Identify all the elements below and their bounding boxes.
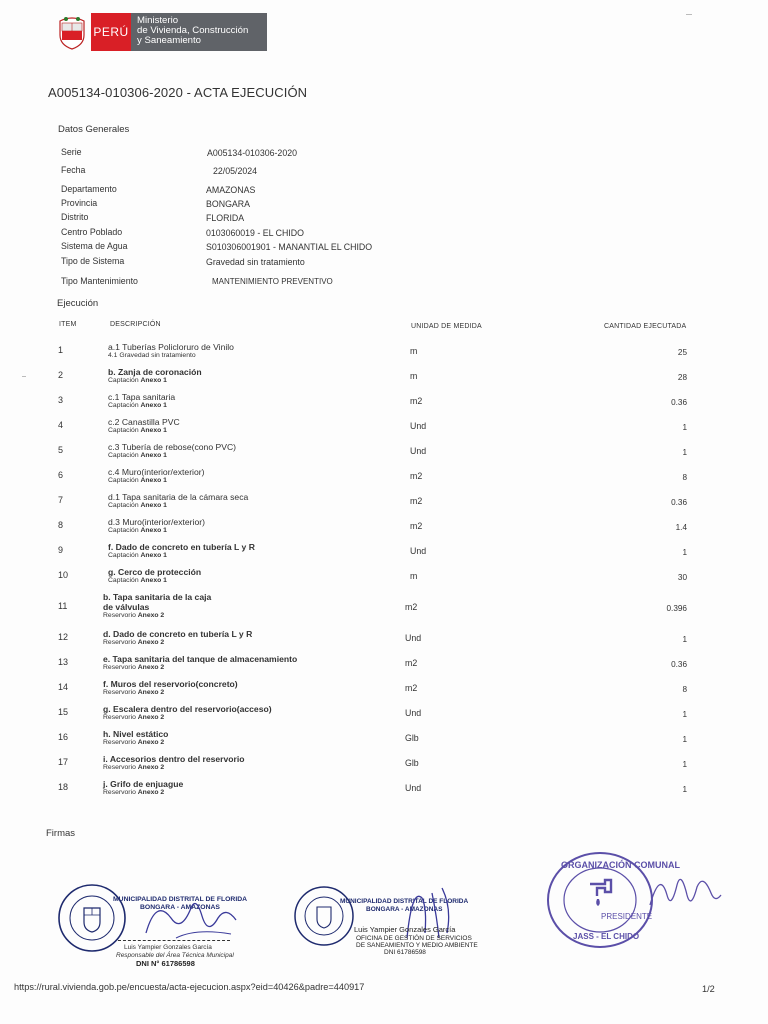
- table-cell-description-cont: de válvulas: [103, 602, 150, 612]
- municipal-seal-icon: [292, 884, 356, 948]
- table-cell-unit: Und: [405, 783, 422, 793]
- table-cell-location: [108, 377, 167, 385]
- peru-brand-label: PERÚ: [91, 13, 131, 51]
- scan-mark: [686, 14, 692, 15]
- table-cell-description: f. Muros del reservorio(concreto): [103, 679, 238, 689]
- table-cell-item: 18: [58, 782, 69, 792]
- ministry-brand-label: Ministerio de Vivienda, Construcción y Saneamiento: [131, 13, 267, 51]
- table-cell-unit: Und: [410, 421, 427, 431]
- location-prefix: Reservorio: [103, 664, 136, 671]
- table-cell-item: 15: [58, 707, 69, 717]
- table-cell-description: c.2 Canastilla PVC: [108, 417, 180, 427]
- table-cell-quantity: 1: [682, 423, 687, 432]
- table-cell-unit: Und: [405, 708, 422, 718]
- table-cell-description: c.3 Tubería de rebose(cono PVC): [108, 442, 237, 452]
- field-value-distrito: FLORIDA: [206, 213, 245, 223]
- table-cell-location: [103, 639, 164, 647]
- table-cell-description: j. Grifo de enjuague: [103, 779, 184, 789]
- table-cell-quantity: 1: [682, 735, 687, 744]
- location-anexo: Anexo 2: [137, 714, 165, 721]
- table-cell-location: [108, 502, 167, 510]
- table-cell-quantity: 0.36: [671, 398, 687, 407]
- column-header-descripcion: DESCRIPCIÓN: [110, 321, 161, 328]
- table-cell-item: 12: [58, 632, 69, 642]
- table-cell-quantity: 0.36: [671, 660, 687, 669]
- table-cell-quantity: 30: [677, 573, 687, 582]
- table-cell-item: 7: [58, 495, 64, 505]
- table-cell-description: f. Dado de concreto en tubería L y R: [108, 542, 255, 552]
- table-cell-unit: m2: [405, 683, 418, 693]
- table-cell-quantity: 0.36: [671, 498, 687, 507]
- footer-url: https://rural.vivienda.gob.pe/encuesta/acta-ejecucion.aspx?eid=40426&padre=440917: [14, 982, 365, 992]
- table-cell-item: 5: [58, 445, 64, 455]
- field-value-serie: A005134-010306-2020: [207, 148, 298, 158]
- table-cell-location: [108, 527, 167, 535]
- table-cell-location: [103, 664, 164, 672]
- location-prefix: 4.1 Gravedad sin tratamiento: [108, 352, 196, 359]
- signature-block-jass-president: ORGANIZACIÓN COMUNAL PRESIDENTE JASS - EL CHIDO: [545, 850, 725, 950]
- table-cell-item: 3: [58, 395, 64, 405]
- handwritten-signature: [136, 888, 246, 948]
- field-label-tipo-mantenimiento: Tipo Mantenimiento: [61, 276, 138, 286]
- table-cell-location: [103, 739, 164, 747]
- field-label-sistema-de-agua: Sistema de Agua: [61, 241, 128, 251]
- table-cell-item: 1: [58, 345, 64, 355]
- table-cell-quantity: 25: [677, 348, 687, 357]
- table-cell-unit: Glb: [405, 733, 419, 743]
- location-prefix: Captación: [108, 427, 139, 434]
- municipal-seal-icon: [56, 882, 128, 954]
- table-cell-item: 11: [58, 601, 68, 611]
- location-anexo: Anexo 2: [137, 639, 165, 646]
- table-cell-quantity: 28: [677, 373, 687, 382]
- table-cell-unit: Und: [405, 633, 422, 643]
- table-cell-description: g. Cerco de protección: [108, 567, 202, 577]
- table-cell-unit: Und: [410, 446, 427, 456]
- table-cell-item: 6: [58, 470, 64, 480]
- table-cell-location: [108, 477, 167, 485]
- document-title: A005134-010306-2020 - ACTA EJECUCIÓN: [48, 85, 308, 100]
- table-cell-unit: m2: [405, 602, 418, 612]
- location-anexo: Anexo 1: [140, 452, 167, 459]
- location-anexo: Anexo 1: [140, 427, 167, 434]
- table-cell-description: b. Tapa sanitaria de la caja: [103, 592, 212, 602]
- table-cell-description: a.1 Tuberías Policloruro de Vinilo: [108, 342, 234, 352]
- location-prefix: Reservorio: [103, 612, 136, 619]
- table-cell-quantity: 1: [682, 548, 687, 557]
- field-value-tipo-mantenimiento: MANTENIMIENTO PREVENTIVO: [212, 277, 333, 286]
- table-cell-location: [108, 452, 167, 460]
- handwritten-signature: [645, 865, 725, 920]
- table-cell-unit: m: [410, 371, 418, 381]
- location-prefix: Reservorio: [103, 714, 136, 721]
- field-value-tipo-de-sistema: Gravedad sin tratamiento: [206, 257, 305, 267]
- location-anexo: Anexo 1: [140, 552, 167, 559]
- table-cell-location: [108, 577, 167, 585]
- field-label-distrito: Distrito: [61, 212, 89, 222]
- scan-mark: [22, 376, 26, 377]
- firmas-heading: Firmas: [46, 828, 76, 839]
- location-anexo: Anexo 1: [140, 502, 167, 509]
- page-number: 1/2: [702, 984, 715, 994]
- field-label-fecha: Fecha: [61, 165, 86, 175]
- location-prefix: Captación: [108, 402, 139, 409]
- table-cell-quantity: 1: [682, 635, 687, 644]
- table-cell-description: d.1 Tapa sanitaria de la cámara seca: [108, 492, 249, 502]
- field-label-serie: Serie: [61, 147, 82, 157]
- location-prefix: Reservorio: [103, 789, 136, 796]
- table-cell-location: [103, 764, 164, 772]
- table-cell-description: i. Accesorios dentro del reservorio: [103, 754, 245, 764]
- table-cell-unit: m: [410, 571, 418, 581]
- table-cell-description: c.1 Tapa sanitaria: [108, 392, 176, 402]
- table-cell-item: 8: [58, 520, 64, 530]
- location-anexo: Anexo 2: [137, 764, 165, 771]
- table-cell-description: c.4 Muro(interior/exterior): [108, 467, 205, 477]
- table-cell-item: 13: [58, 657, 69, 667]
- table-cell-unit: m2: [410, 496, 423, 506]
- location-anexo: Anexo 1: [140, 477, 167, 484]
- table-cell-description: d. Dado de concreto en tubería L y R: [103, 629, 253, 639]
- table-cell-item: 4: [58, 420, 64, 430]
- table-cell-description: h. Nivel estático: [103, 729, 169, 739]
- table-cell-location: [103, 689, 164, 697]
- location-anexo: Anexo 1: [140, 577, 167, 584]
- location-anexo: Anexo 1: [140, 527, 167, 534]
- table-cell-description: d.3 Muro(interior/exterior): [108, 517, 205, 527]
- field-label-provincia: Provincia: [61, 198, 98, 208]
- table-cell-location: [108, 402, 167, 410]
- table-cell-location: [103, 612, 164, 620]
- location-anexo: Anexo 2: [137, 664, 165, 671]
- table-cell-item: 14: [58, 682, 69, 692]
- location-prefix: Reservorio: [103, 639, 136, 646]
- location-prefix: Reservorio: [103, 689, 136, 696]
- table-cell-description: b. Zanja de coronación: [108, 367, 202, 377]
- column-header-cantidad: CANTIDAD EJECUTADA: [604, 323, 687, 330]
- location-prefix: Reservorio: [103, 739, 136, 746]
- location-prefix: Captación: [108, 527, 139, 534]
- table-cell-location: [108, 552, 167, 560]
- location-prefix: Captación: [108, 477, 139, 484]
- table-cell-unit: Glb: [405, 758, 419, 768]
- column-header-item: ITEM: [59, 321, 77, 328]
- table-cell-quantity: 1: [682, 785, 687, 794]
- table-cell-quantity: 1: [682, 710, 687, 719]
- column-header-unidad: UNIDAD DE MEDIDA: [411, 323, 482, 330]
- table-cell-unit: m2: [410, 396, 423, 406]
- datos-generales-heading: Datos Generales: [58, 124, 130, 135]
- table-cell-unit: m2: [410, 521, 423, 531]
- location-anexo: Anexo 2: [137, 689, 165, 696]
- location-prefix: Reservorio: [103, 764, 136, 771]
- table-cell-unit: m: [410, 346, 418, 356]
- table-cell-description: g. Escalera dentro del reservorio(acceso): [103, 704, 272, 714]
- field-label-tipo-de-sistema: Tipo de Sistema: [61, 256, 125, 266]
- field-value-provincia: BONGARA: [206, 199, 250, 209]
- signature-block-sanitation-office: MUNICIPALIDAD DISTRITAL DE FLORIDA BONGARA - AMAZONAS Luis Yampier Gonzales García OFICINA DE GESTIÓN DE SERVICIOS DE SANEAMIENTO Y MEDIO AMBIENTE DNI 61786598: [292, 878, 472, 973]
- table-cell-quantity: 8: [682, 685, 687, 694]
- table-cell-unit: m2: [410, 471, 423, 481]
- table-cell-item: 16: [58, 732, 69, 742]
- ejecucion-heading: Ejecución: [57, 298, 99, 309]
- table-cell-item: 10: [58, 570, 69, 580]
- table-cell-quantity: 1: [682, 760, 687, 769]
- table-cell-unit: m2: [405, 658, 418, 668]
- field-label-centro-poblado: Centro Poblado: [61, 227, 123, 237]
- table-cell-quantity: 0.396: [666, 604, 687, 613]
- location-anexo: Anexo 2: [137, 612, 165, 619]
- field-value-sistema-de-agua: S010306001901 - MANANTIAL EL CHIDO: [206, 242, 373, 252]
- location-anexo: Anexo 1: [140, 377, 167, 384]
- table-cell-location: [108, 352, 196, 360]
- table-cell-description: e. Tapa sanitaria del tanque de almacenamiento: [103, 654, 298, 664]
- location-prefix: Captación: [108, 552, 139, 559]
- location-anexo: Anexo 2: [137, 789, 165, 796]
- location-prefix: Captación: [108, 577, 139, 584]
- table-cell-quantity: 1.4: [675, 523, 687, 532]
- table-cell-unit: Und: [410, 546, 427, 556]
- field-value-fecha: 22/05/2024: [213, 166, 258, 176]
- location-anexo: Anexo 1: [140, 402, 167, 409]
- table-cell-location: [103, 789, 164, 797]
- table-cell-quantity: 8: [682, 473, 687, 482]
- peru-coat-of-arms-icon: [57, 13, 87, 51]
- table-cell-location: [108, 427, 167, 435]
- location-prefix: Captación: [108, 452, 139, 459]
- table-cell-item: 9: [58, 545, 64, 555]
- table-cell-item: 2: [58, 370, 64, 380]
- location-prefix: Captación: [108, 377, 139, 384]
- field-value-departamento: AMAZONAS: [206, 185, 256, 195]
- signature-block-municipal-technical: MUNICIPALIDAD DISTRITAL DE FLORIDA BONGARA - AMAZONAS Luis Yampier Gonzales García Responsable del Área Técnica Municipal DNI N° 61786598: [56, 882, 256, 977]
- location-anexo: Anexo 2: [137, 739, 165, 746]
- table-cell-location: [103, 714, 164, 722]
- location-prefix: Captación: [108, 502, 139, 509]
- table-cell-quantity: 1: [682, 448, 687, 457]
- table-cell-item: 17: [58, 757, 69, 767]
- field-value-centro-poblado: 0103060019 - EL CHIDO: [206, 228, 304, 238]
- field-label-departamento: Departamento: [61, 184, 117, 194]
